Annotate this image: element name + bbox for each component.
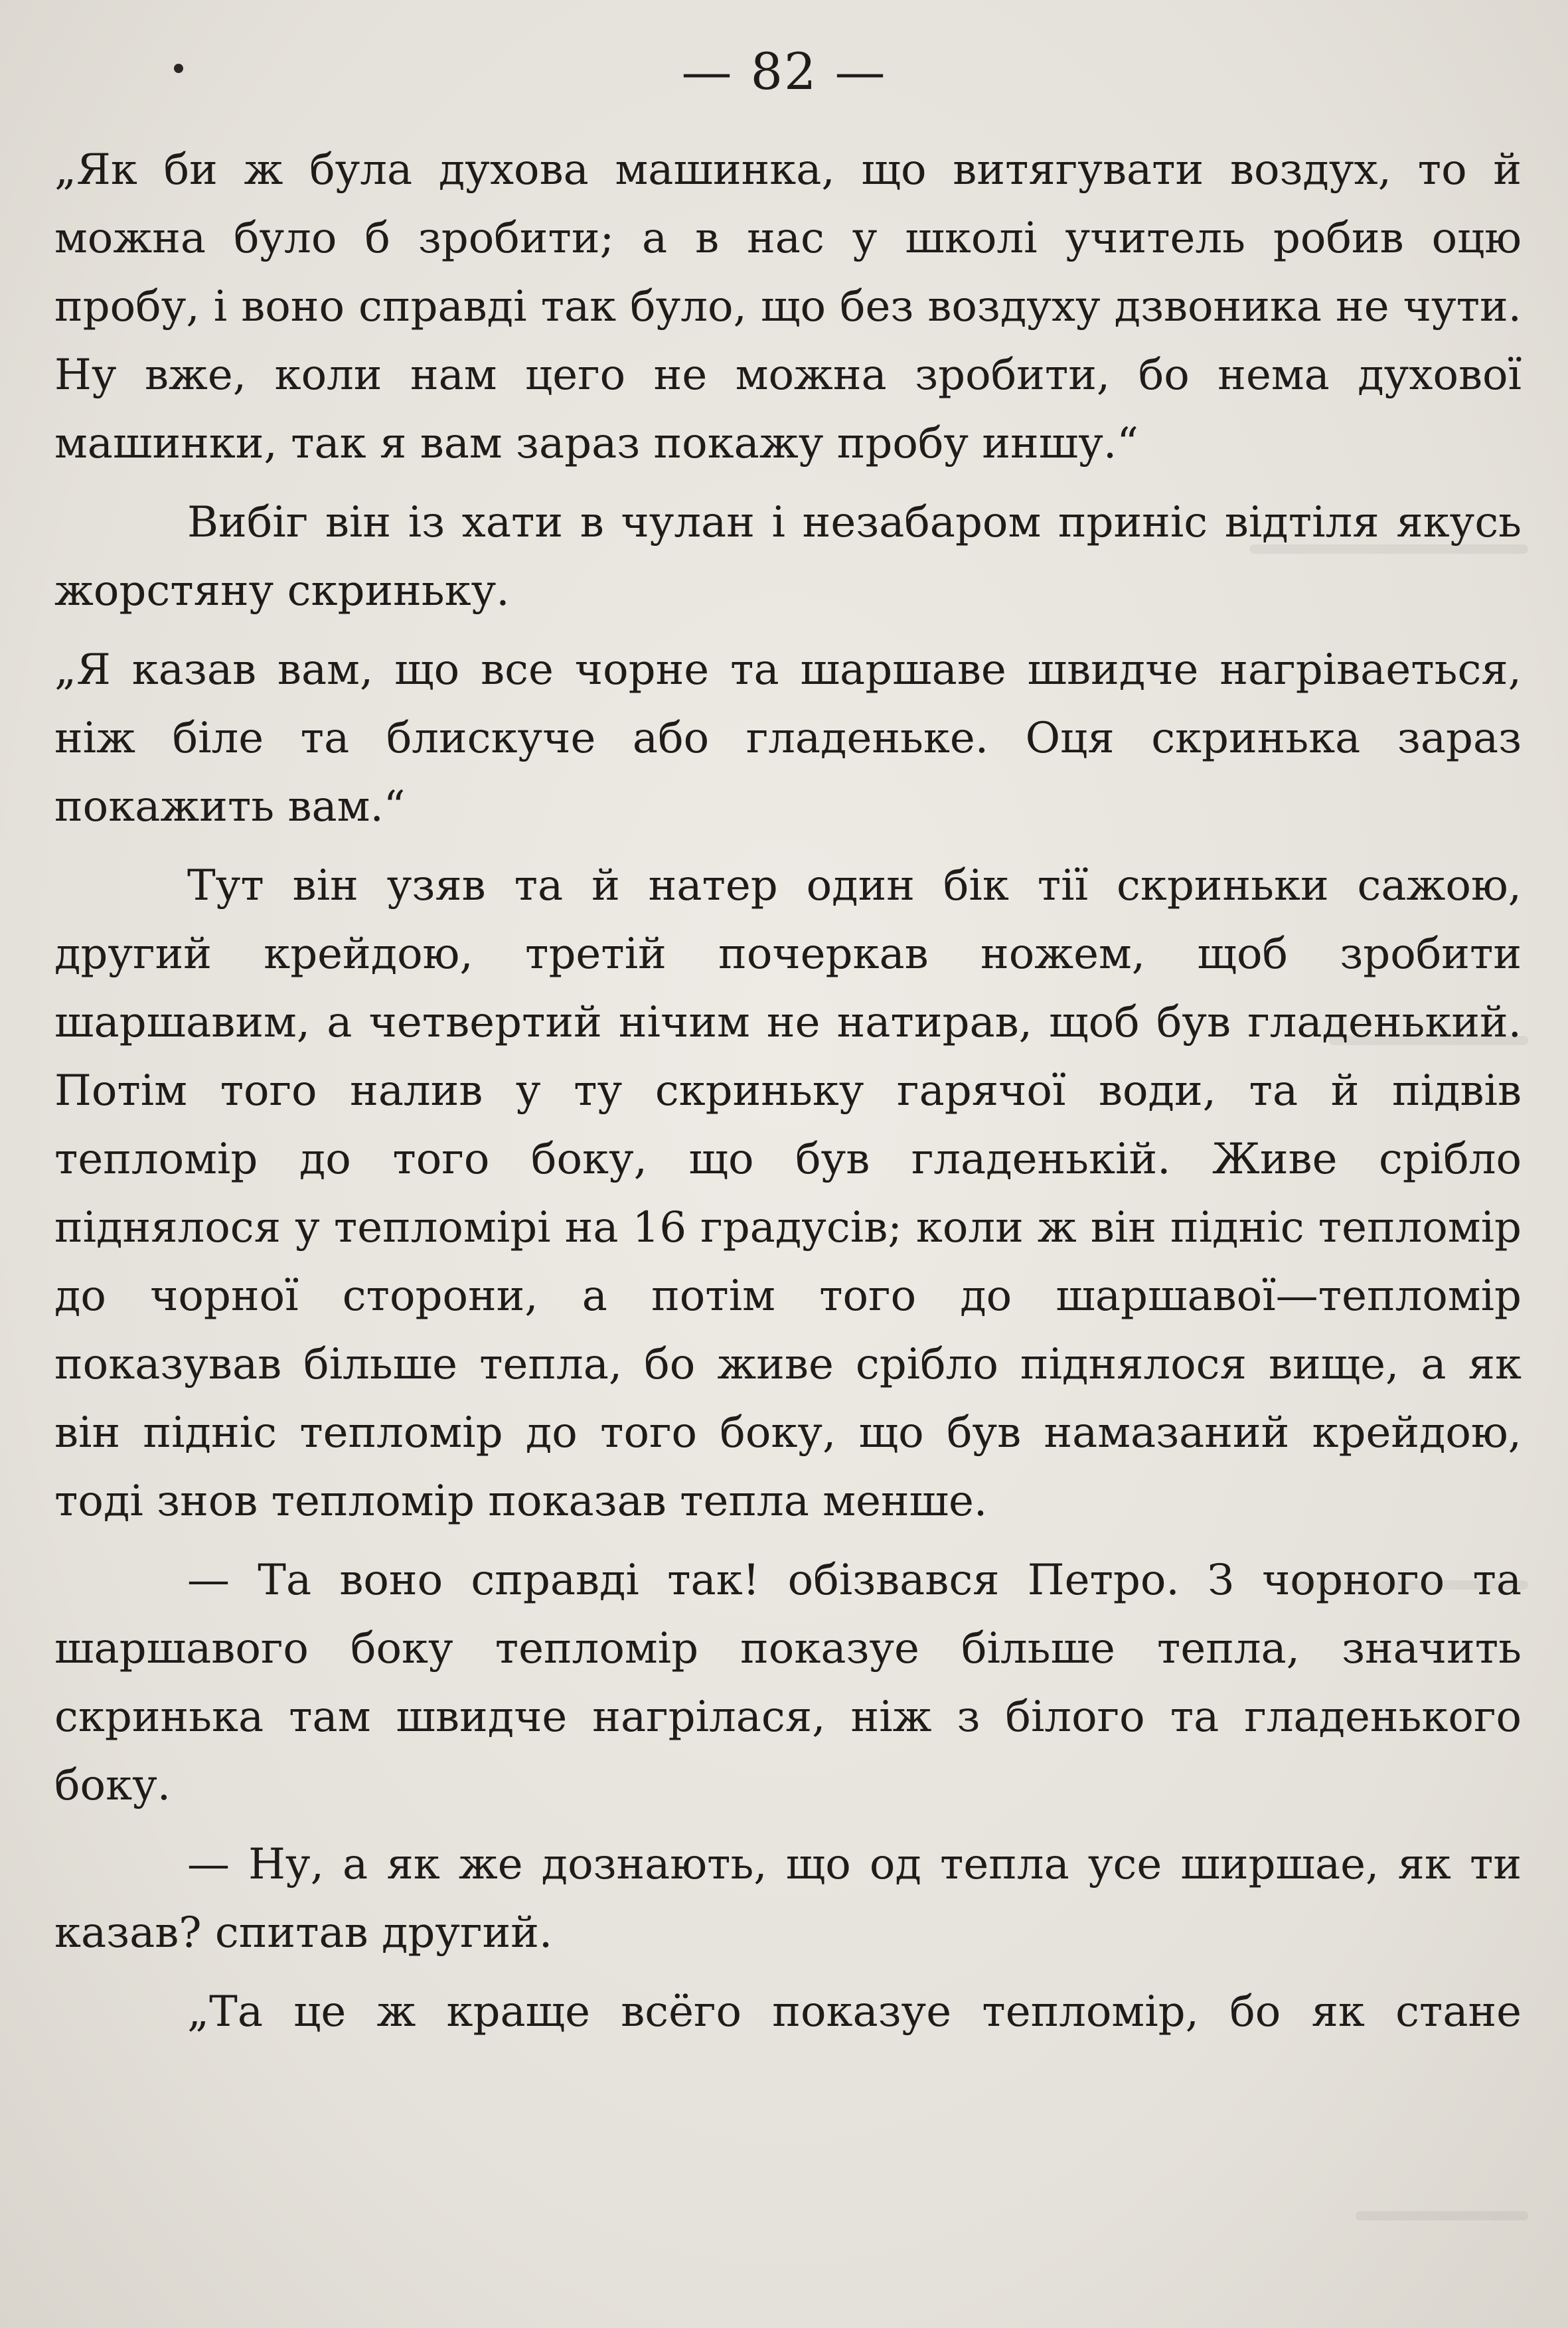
page-number: — 82 — [681,42,887,101]
body-text [54,136,1522,2046]
paragraph-6: — Ну, а як же дознають, що од тепла усе ширшае, як ти казав? спитав другий. [54,1840,1522,1957]
paragraph-2: Вибіг він із хати в чулан і незабаром приніс відтіля якусь жорстяну скриньку. [54,498,1522,616]
paragraph-5: — Та воно справді так! обізвався Петро. З чорного та шаршавого боку тепломір показуе більше тепла, значить скринька там швидче нагрілася, ніж з білого та гладенького боку. [54,1556,1522,1810]
paragraph-1: „Як би ж була духова машинка, що витягувати воздух, то й можна було б зробити; а в нас у школі учитель робив оцю пробу, і воно справді так було, що без воздуху дзвоника не чути. Ну вже, коли нам цего не можна зробити, бо нема духової машинки, так я вам зараз покажу пробу иншу.“ [54,145,1522,468]
paragraph-3: „Я казав вам, що все чорне та шаршаве швидче нагріваеться, ніж біле та блискуче або гладеньке. Оця скринька зараз покажить вам.“ [54,645,1522,831]
paragraph-7: „Та це ж краще всёго показуе тепломір, бо як стане [187,1987,1522,2037]
bleed-through-mark [1356,2211,1528,2220]
paragraph-4: Тут він узяв та й натер один бік тії скриньки сажою, другий крейдою, третій почеркав ножем, щоб зробити шаршавим, а четвертий нічим не натирав, щоб був гладенький. Потім того налив у ту скриньку гарячої води, та й підвів тепломір до того боку, що був гладенькій. Живе срібло піднялося у тепломірі на 16 градусів; коли ж він підніс тепломір до чорної сторони, а потім того до шаршавої—тепломір показував більше тепла, бо живе срібло піднялося вище, а як він підніс тепломір до того боку, що був намазаний крейдою, тоді знов тепломір показав тепла менше. [54,861,1522,1526]
